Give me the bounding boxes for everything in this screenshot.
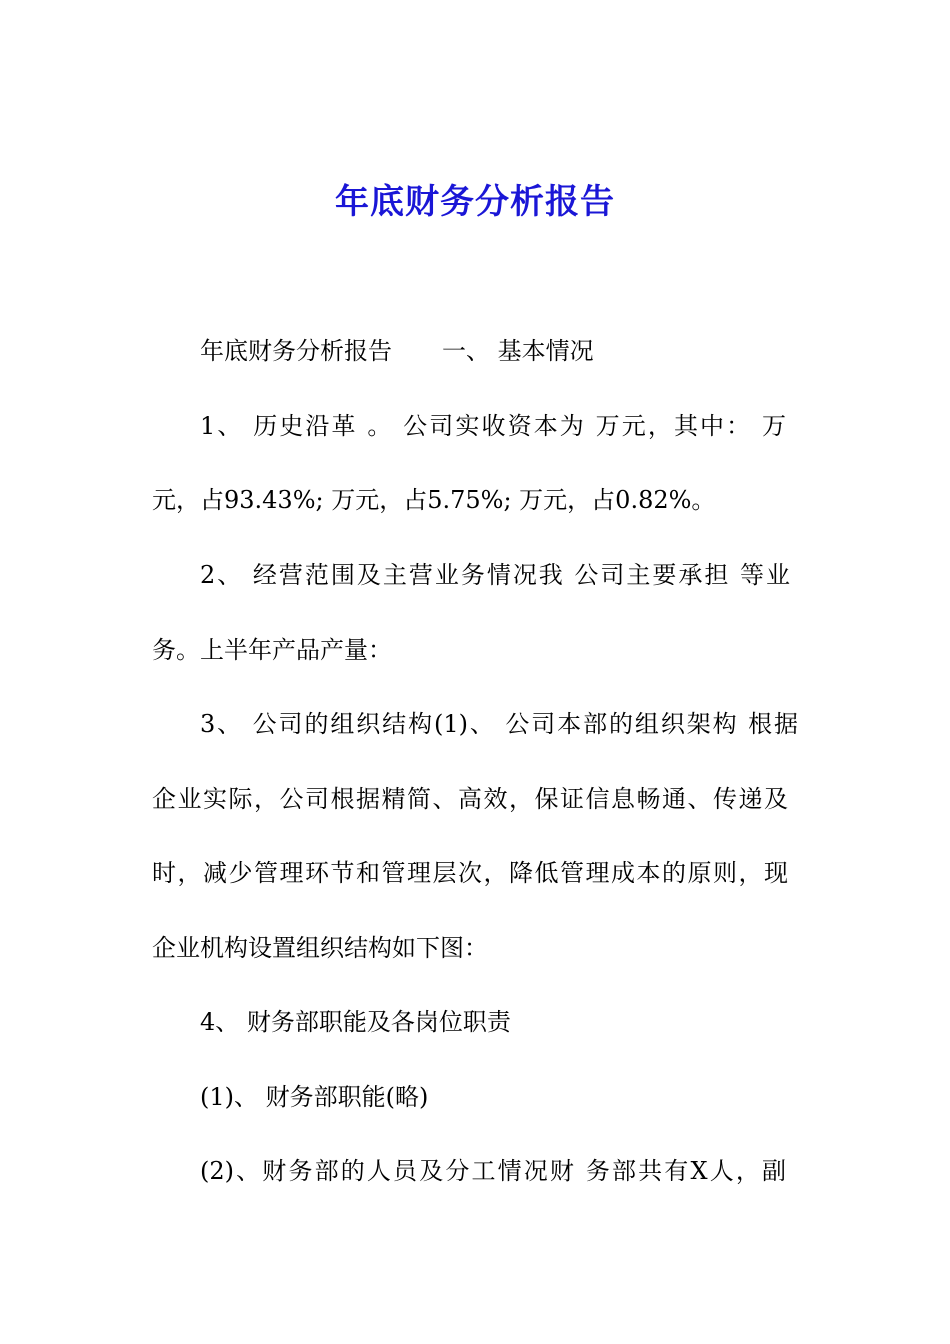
paragraph-line: 时，减少管理环节和管理层次，降低管理成本的原则，现 [152, 859, 788, 887]
intro-heading: 年底财务分析报告 [200, 337, 392, 365]
paragraph-line [200, 333, 860, 369]
document-title: 年底财务分析报告 [335, 182, 615, 222]
paragraph-line: 企业机构设置组织结构如下图： [152, 934, 488, 962]
paragraph-line: 2、 经营范围及主营业务情况我 公司主要承担 等业 [200, 561, 790, 589]
section-heading: 一、 基本情况 [442, 337, 594, 365]
paragraph-line: (1)、 财务部职能(略) [200, 1083, 429, 1111]
paragraph-line: 1、 历史沿革 。 公司实收资本为 万元，其中： 万 [200, 412, 786, 440]
paragraph-line: 务。上半年产品产量： [152, 636, 392, 664]
paragraph-line: (2)、财务部的人员及分工情况财 务部共有X人，副 [200, 1157, 786, 1185]
paragraph-line: 4、 财务部职能及各岗位职责 [200, 1008, 511, 1036]
paragraph-line: 企业实际，公司根据精简、高效，保证信息畅通、传递及 [152, 785, 788, 813]
paragraph-line: 3、 公司的组织结构(1)、 公司本部的组织架构 根据 [200, 710, 798, 738]
paragraph-line: 元，占93.43%; 万元，占5.75%; 万元，占0.82%。 [152, 486, 716, 514]
